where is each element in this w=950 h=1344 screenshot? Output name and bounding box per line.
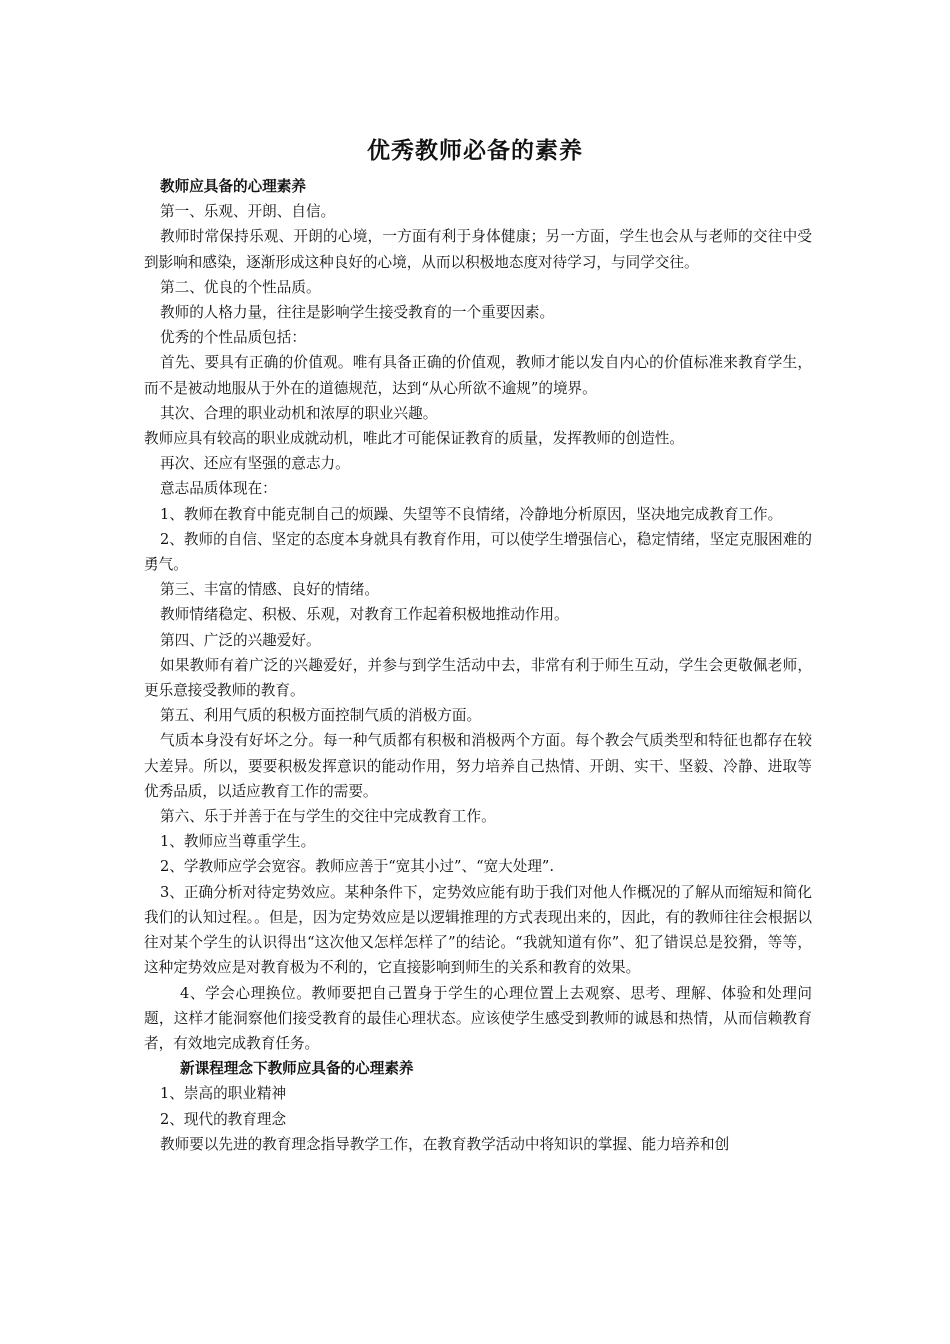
paragraph: 教师要以先进的教育理念指导教学工作，在教育教学活动中将知识的掌握、能力培养和创 <box>160 1135 730 1153</box>
paragraph: 4、学会心理换位。教师要把自己置身于学生的心理位置上去观察、思考、理解、体验和处理问题，这样才能洞察他们接受教育的最佳心理状态。应该使学生感受到教师的诚恳和热情，从而信赖教育者，有效地完成教育任务。 <box>144 984 812 1052</box>
paragraph: 气质本身没有好坏之分。每一种气质都有积极和消极两个方面。每个教会气质类型和特征也都存在较大差异。所以，要要积极发挥意识的能动作用，努力培养自己热情、开朗、实干、坚毅、冷静、进取等优秀品质，以适应教育工作的需要。 <box>144 732 812 800</box>
paragraph: 如果教师有着广泛的兴趣爱好，并参与到学生活动中去，非常有利于师生互动，学生会更敬佩老师，更乐意接受教师的教育。 <box>144 656 812 700</box>
document-title: 优秀教师必备的素养 <box>367 137 583 164</box>
document-body <box>144 174 812 1157</box>
paragraph: 2、学教师应学会宽容。教师应善于“宽其小过”、“宽大处理”. <box>160 858 555 876</box>
paragraph: 其次、合理的职业动机和浓厚的职业兴趣。 <box>160 404 438 422</box>
paragraph: 1、教师应当尊重学生。 <box>160 833 316 851</box>
paragraph: 1、崇高的职业精神 <box>160 1085 287 1103</box>
paragraph: 优秀的个性品质包括： <box>160 329 306 347</box>
section-heading: 新课程理念下教师应具备的心理素养 <box>180 1060 414 1078</box>
paragraph: 首先、要具有正确的价值观。唯有具备正确的价值观，教师才能以发自内心的价值标准来教育学生，而不是被动地服从于外在的道德规范，达到“从心所欲不逾规”的境界。 <box>144 354 812 397</box>
paragraph: 1、教师在教育中能克制自己的烦躁、失望等不良情绪，冷静地分析原因，坚决地完成教育工作。 <box>160 505 783 523</box>
paragraph: 第一、乐观、开朗、自信。 <box>160 203 336 221</box>
paragraph: 教师的人格力量，往往是影响学生接受教育的一个重要因素。 <box>160 304 555 322</box>
paragraph: 3、正确分析对待定势效应。某种条件下，定势效应能有助于我们对他人作概况的了解从而缩短和简化我们的认知过程。。但是，因为定势效应是以逻辑推理的方式表现出来的，因此，有的教师往往会根据以往对某个学生的认识得出“这次他又怎样怎样了”的结论。“我就知道有你”、犯了错误总是狡猾，等等，这种定势效应是对教育极为不利的，它直接影响到师生的关系和教育的效果。 <box>144 883 812 977</box>
paragraph: 2、现代的教育理念 <box>160 1110 287 1128</box>
paragraph: 教师时常保持乐观、开朗的心境，一方面有利于身体健康；另一方面，学生也会从与老师的交往中受到影响和感染，逐渐形成这种良好的心境，从而以积极地态度对待学习，与同学交往。 <box>144 228 812 271</box>
paragraph: 第三、丰富的情感、良好的情绪。 <box>160 581 379 599</box>
paragraph: 2、教师的自信、坚定的态度本身就具有教育作用，可以使学生增强信心，稳定情绪，坚定克服困难的勇气。 <box>144 530 812 574</box>
paragraph: 教师应具有较高的职业成就动机，唯此才可能保证教育的质量，发挥教师的创造性。 <box>144 430 684 448</box>
paragraph: 第四、广泛的兴趣爱好。 <box>160 631 321 649</box>
paragraph: 第五、利用气质的积极方面控制气质的消极方面。 <box>160 707 482 725</box>
paragraph: 第二、优良的个性品质。 <box>160 278 321 296</box>
paragraph: 教师情绪稳定、积极、乐观，对教育工作起着积极地推动作用。 <box>160 606 569 624</box>
paragraph: 再次、还应有坚强的意志力。 <box>160 455 350 473</box>
paragraph: 意志品质体现在： <box>160 480 277 498</box>
section-heading: 教师应具备的心理素养 <box>160 178 306 195</box>
paragraph: 第六、乐于并善于在与学生的交往中完成教育工作。 <box>160 808 496 826</box>
